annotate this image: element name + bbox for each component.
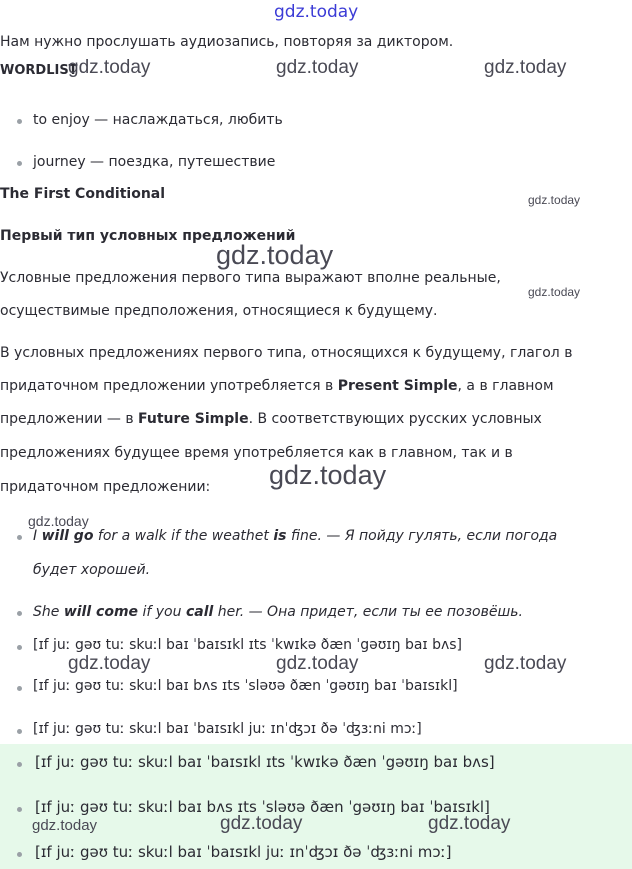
section-subtitle: Первый тип условных предложений <box>0 228 296 244</box>
text-span: I <box>33 528 42 544</box>
section-title: The First Conditional <box>0 186 166 202</box>
watermark: gdz.today <box>428 813 511 834</box>
bullet <box>17 645 22 650</box>
transcription: [ɪf juː gəʊ tuː skuːl baɪ bʌs ɪts ˈsləʊə ðæn ˈgəʊɪŋ baɪ ˈbaɪsɪkl] <box>35 798 490 816</box>
watermark: gdz.today <box>220 813 303 834</box>
watermark: gdz.today <box>276 653 359 674</box>
term-future-simple: Future Simple <box>138 411 249 427</box>
list-item: journey — поездка, путешествие <box>33 154 276 170</box>
text-span: предложении — в <box>0 411 139 427</box>
bullet <box>17 119 22 124</box>
bullet <box>17 852 22 857</box>
wordlist-title: WORDLIST <box>0 63 78 78</box>
watermark: gdz.today <box>68 57 151 78</box>
text-span: if you <box>138 604 186 620</box>
watermark: gdz.today <box>528 285 581 299</box>
example-sentence <box>33 604 523 620</box>
watermark: gdz.today <box>484 57 567 78</box>
bullet <box>17 762 22 767</box>
term-present-simple: Present Simple <box>337 378 458 394</box>
example-sentence-continued: будет хорошей. <box>33 562 151 578</box>
bullet <box>17 729 22 734</box>
bullet <box>17 807 22 812</box>
paragraph-line <box>0 378 554 394</box>
paragraph-line: придаточном предложении: <box>0 479 211 495</box>
bullet <box>17 686 22 691</box>
text-span: will go <box>41 528 94 544</box>
text-span: call <box>185 604 214 620</box>
watermark-top: gdz.today <box>274 2 359 22</box>
paragraph-line <box>0 411 542 427</box>
paragraph-line: В условных предложениях первого типа, относящихся к будущему, глагол в <box>0 345 573 361</box>
text-span: . В соответствующих русских условных <box>248 411 542 427</box>
text-span: for a walk if the weathet <box>93 528 274 544</box>
text-span: her. — Она придет, если ты ее позовёшь. <box>213 604 523 620</box>
transcription: [ɪf juː gəʊ tuː skuːl baɪ ˈbaɪsɪkl ɪts ˈkwɪkə ðæn ˈgəʊɪŋ baɪ bʌs] <box>33 637 462 653</box>
intro-text: Нам нужно прослушать аудиозапись, повторяя за диктором. <box>0 34 454 50</box>
transcription: [ɪf juː gəʊ tuː skuːl baɪ ˈbaɪsɪkl juː ɪnˈʤɔɪ ðə ˈʤɜːni mɔː] <box>35 843 452 861</box>
bullet <box>17 161 22 166</box>
paragraph-line: предложениях будущее время употребляется как в главном, так и в <box>0 445 513 461</box>
text-span: , а в главном <box>457 378 554 394</box>
watermark: gdz.today <box>216 240 334 270</box>
watermark: gdz.today <box>28 513 89 529</box>
list-item: to enjoy — наслаждаться, любить <box>33 112 283 128</box>
text-span: придаточном предложении употребляется в <box>0 378 338 394</box>
text-span: is <box>273 528 287 544</box>
transcription: [ɪf juː gəʊ tuː skuːl baɪ ˈbaɪsɪkl juː ɪnˈʤɔɪ ðə ˈʤɜːni mɔː] <box>33 721 422 737</box>
paragraph-line: Условные предложения первого типа выражают вполне реальные, <box>0 270 501 286</box>
bullet <box>17 535 22 540</box>
watermark: gdz.today <box>276 57 359 78</box>
paragraph-line: осуществимые предположения, относящиеся к будущему. <box>0 303 438 319</box>
text-span: She <box>33 604 64 620</box>
bullet <box>17 611 22 616</box>
watermark: gdz.today <box>32 817 98 834</box>
text-span: fine. — Я пойду гулять, если погода <box>286 528 558 544</box>
text-span: will come <box>63 604 139 620</box>
example-sentence <box>33 528 557 544</box>
watermark: gdz.today <box>484 653 567 674</box>
transcription: [ɪf juː gəʊ tuː skuːl baɪ bʌs ɪts ˈsləʊə ðæn ˈgəʊɪŋ baɪ ˈbaɪsɪkl] <box>33 678 458 694</box>
transcription: [ɪf juː gəʊ tuː skuːl baɪ ˈbaɪsɪkl ɪts ˈkwɪkə ðæn ˈgəʊɪŋ baɪ bʌs] <box>35 753 495 771</box>
watermark: gdz.today <box>269 460 387 490</box>
watermark: gdz.today <box>68 653 151 674</box>
watermark: gdz.today <box>528 193 581 207</box>
